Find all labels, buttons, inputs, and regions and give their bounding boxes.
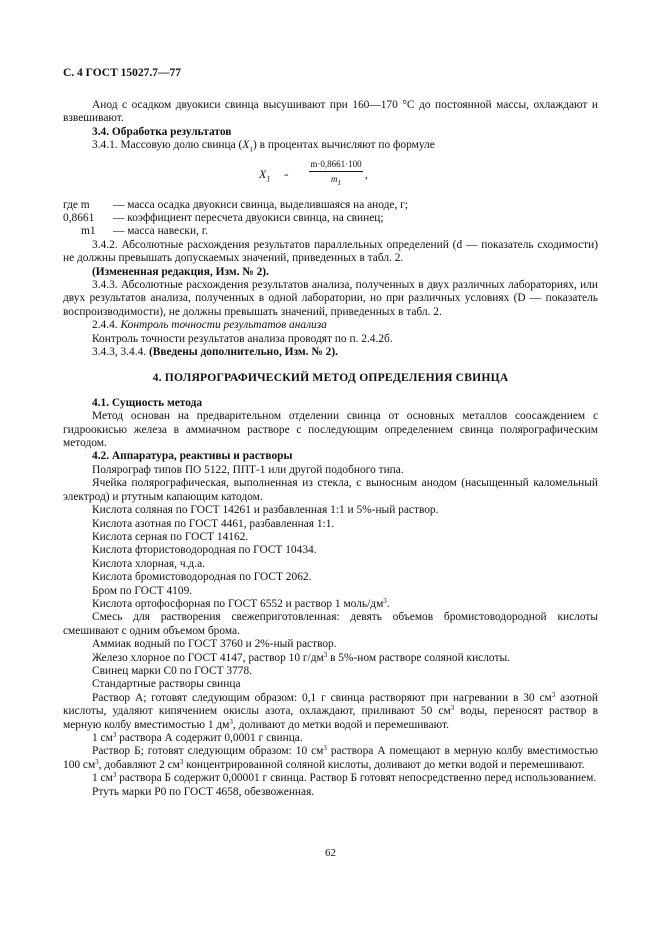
text-run: ) в процентах вычисляют по формуле [253,139,435,152]
paragraph-3-4-2: 3.4.2. Абсолютные расхождения результатов параллельных определений (d — показатель сходимости) не должны превышать допускаемых значений, приведенных в табл. 2. [63,238,598,265]
heading-4-2: 4.2. Аппаратура, реактивы и растворы [92,450,293,463]
text-run: раствора А помещают в мерную колбу вместимостью 100 см [63,745,598,771]
reagent-item: Кислота азотная по ГОСТ 4461, разбавленная 1:1. [92,517,335,530]
reagent-iron [63,652,598,665]
where-row [63,199,598,212]
solution-a-contains [63,732,598,745]
where-text: — коэффициент пересчета двуокиси свинца, на свинец; [113,212,384,225]
text-run: концентрированной соляной кислоты, доливают до метки водой и перемешивают. [183,758,585,771]
reagent-item: Кислота фтористоводородная по ГОСТ 10434. [92,544,317,557]
bold-note: (Введены дополнительно, Изм. № 2). [148,346,338,359]
solution-b [63,745,598,772]
formula-mass-fraction [63,158,598,191]
formula-numerator: m·0,8661·100 [309,159,363,172]
superscript: 3 [112,731,117,740]
page-header: С. 4 ГОСТ 15027.7—77 [63,67,182,79]
reagent-item: Бром по ГОСТ 4109. [92,584,193,597]
text-run: 1 см [92,772,113,785]
formula-lhs-sub: 1 [266,174,271,184]
superscript: 3 [112,771,117,780]
italic-heading: Контроль точности результатов анализа [120,319,327,332]
heading-3-4: 3.4. Обработка результатов [92,125,232,138]
superscript: 3 [229,717,233,726]
reagent-item: Кислота серная по ГОСТ 14162. [92,530,249,543]
formula-fraction [309,159,363,185]
subscript: 1 [249,144,254,154]
reagent-item: Кислота соляная по ГОСТ 14261 и разбавленная 1:1 и 5%-ный раствор. [92,504,439,517]
superscript: 3 [95,757,99,766]
text-run: Железо хлорное по ГОСТ 4147, раствор 10 г/дм [92,651,324,664]
formula-denominator [309,172,363,185]
paragraph-2-4-4 [63,319,598,332]
text-run: Раствор Б; готовят следующим образом: 10 см [92,745,324,758]
formula-lhs-var: X [259,166,267,181]
reagent-phosphoric [63,598,598,611]
text-run: в 5%-ном растворе соляной кислоты. [327,651,510,664]
where-key: m1 [81,225,96,238]
heading-4-1: 4.1. Сущность метода [92,396,203,409]
text-run: 2.4.4. [92,319,118,332]
section-title: 4. ПОЛЯРОГРАФИЧЕСКИЙ МЕТОД ОПРЕДЕЛЕНИЯ СВИНЦА [152,371,509,385]
reagent-ammonia: Аммиак водный по ГОСТ 3760 и 2%-ный раствор. [92,638,337,651]
formula-lhs [259,166,271,184]
where-key: где m [63,198,90,211]
superscript: 3 [450,704,455,713]
reagent-lead: Свинец марки С0 по ГОСТ 3778. [92,664,253,677]
text-run: 1 см [92,732,113,745]
reagent-item: Кислота хлорная, ч.д.а. [92,557,205,570]
where-text: — масса навески, г. [113,225,208,238]
superscript: 3 [323,650,328,659]
paragraph-control: Контроль точности результатов анализа проводят по п. 2.4.2б. [92,332,393,345]
note-changed-edition: (Измененная редакция, Изм. № 2). [92,265,269,278]
text-run: азотной кислоты, удаляют кипячением окислы азота, охлаждают, приливают 50 см [63,691,598,718]
where-row [63,225,598,238]
reagent-mercury: Ртуть марки Р0 по ГОСТ 4658, обезвоженная. [92,785,315,798]
note-added [63,346,598,359]
page-content [63,99,598,799]
paragraph-4-1: Метод основан на предварительном отделении свинца от основных металлов соосаждением с гидроокисью железа в аммиачном растворе с последующим определением свинца полярографическим методом. [63,410,598,450]
superscript: 3 [551,690,556,699]
reagent-mix: Смесь для растворения свежеприготовленная: девять объемов бромистоводородной кислоты смешивают с одним объемом брома. [63,611,598,637]
solution-a [63,692,598,732]
text-run: . [386,597,390,610]
formula-den-var: m [330,173,338,184]
variable-x: X [242,139,250,152]
text-run: 3.4.1. Массовую долю свинца ( [92,139,243,152]
text-run: Кислота ортофосфорная по ГОСТ 6552 и раствор 1 моль/дм [92,597,384,610]
paragraph-3-4-1 [63,139,598,152]
superscript: 3 [383,596,387,605]
text-run: 3.4.3, 3.4.4. [92,346,147,359]
reagent-item: Кислота бромистоводородная по ГОСТ 2062. [92,571,312,584]
text-run: воды, переносят раствор в мерную колбу вместимостью 1 дм [63,705,598,731]
page-number: 62 [325,847,336,859]
where-key: 0,8661 [63,212,95,225]
text-run: , добавляют 2 см [98,758,180,771]
text-run: Раствор А; готовят следующим образом: 0,1 г свинца растворяют при нагревании в 30 см [92,691,552,704]
paragraph-anode-drying: Анод с осадком двуокиси свинца высушивают при 160—170 °С до постоянной массы, охлаждают и взвешивают. [63,99,598,125]
superscript: 3 [179,757,184,766]
text-run: раствора Б содержит 0,00001 г свинца. Раствор Б готовят непосредственно перед использованием. [116,772,597,785]
reagent-item: Полярограф типов ПО 5122, ППТ-1 или другой подобного типа. [92,463,404,476]
formula-den-sub: 1 [337,177,342,187]
superscript: 3 [323,744,327,753]
formula-comma: , [365,168,368,181]
standard-solutions-title: Стандартные растворы свинца [92,678,241,691]
text-run: , доливают до метки водой и перемешивают. [232,718,449,731]
reagent-item: Ячейка полярографическая, выполненная из стекла, с выносным анодом (насыщенный каломельный электрод) и ртутным капающим катодом. [63,477,598,503]
where-text: — масса осадка двуокиси свинца, выделившаяся на аноде, г; [113,198,409,211]
solution-b-contains [63,772,598,785]
where-row [63,212,598,225]
text-run: раствора А содержит 0,0001 г свинца. [116,732,303,745]
paragraph-3-4-3: 3.4.3. Абсолютные расхождения результатов анализа, полученных в двух различных лабораториях, или двух результатов анализа, полученных в одной лаборатории, но при различных условиях (D — показатель воспроизводимости), не должны превышать значений, приведенных в табл. 2. [63,279,598,318]
formula-equals: = [284,170,289,180]
